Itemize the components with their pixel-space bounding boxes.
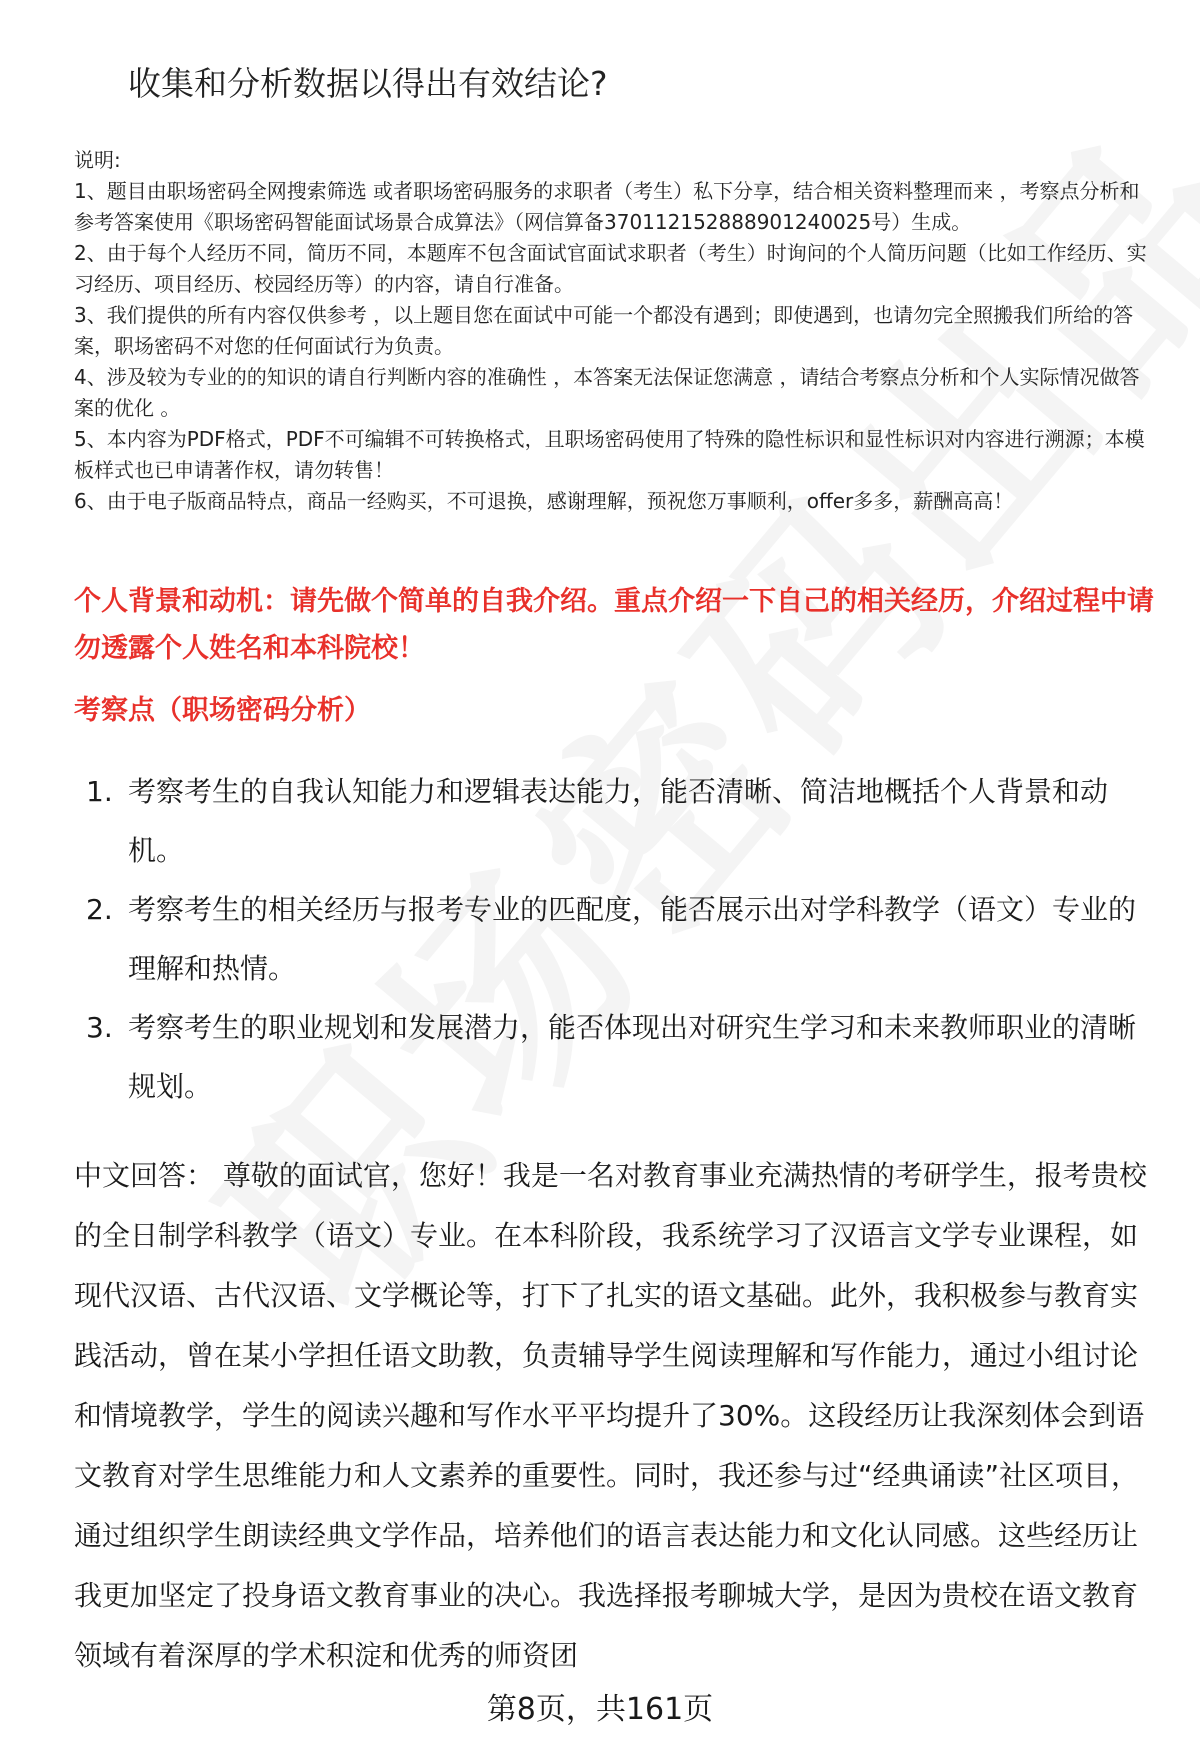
note-item-3: 3、我们提供的所有内容仅供参考 ，以上题目您在面试中可能一个都没有遇到；即使遇到，也请勿完全照搬我们所给的答案，职场密码不对您的任何面试行为负责。 <box>74 303 1134 358</box>
answer-text: 尊敬的面试官，您好！我是一名对教育事业充满热情的考研学生，报考贵校的全日制学科教学（语文）专业。在本科阶段，我系统学习了汉语言文学专业课程，如现代汉语、古代汉语、文学概论等，打下了扎实的语文基础。此外，我积极参与教育实践活动，曾在某小学担任语文助教，负责辅导学生阅读理解和写作能力，通过小组讨论和情境教学，学生的阅读兴趣和写作水平平均提升了30%。这段经历让我深刻体会到语文教育对学生思维能力和人文素养的重要性。同时，我还参与过“经典诵读”社区项目，通过组织学生朗读经典文学作品，培养他们的语言表达能力和文化认同感。这些经历让我更加坚定了投身语文教育事业的决心。我选择报考聊城大学，是因为贵校在语文教育领域有着深厚的学术积淀和优秀的师资团 <box>74 1159 1147 1672</box>
point-number: 3. <box>86 1011 113 1044</box>
page-title: 收集和分析数据以得出有效结论? <box>128 64 608 103</box>
notes-section <box>74 145 1154 517</box>
note-item-5: 5、本内容为PDF格式，PDF不可编辑不可转换格式，且职场密码使用了特殊的隐性标识和显性标识对内容进行溯源；本模板样式也已申请著作权，请勿转售！ <box>74 427 1145 482</box>
analysis-heading: 考察点（职场密码分析） <box>74 695 371 726</box>
page-footer: 第8页，共161页 <box>486 1692 714 1727</box>
note-item-2: 2、由于每个人经历不同，简历不同，本题库不包含面试官面试求职者（考生）时询问的个人简历问题（比如工作经历、实习经历、项目经历、校园经历等）的内容，请自行准备。 <box>74 241 1147 296</box>
question-text: 个人背景和动机：请先做个简单的自我介绍。重点介绍一下自己的相关经历，介绍过程中请勿透露个人姓名和本科院校！ <box>74 586 1154 664</box>
note-item-6: 6、由于电子版商品特点，商品一经购买，不可退换，感谢理解，预祝您万事顺利，offer多多，薪酬高高！ <box>74 489 1014 513</box>
point-text: 考察考生的自我认知能力和逻辑表达能力，能否清晰、简洁地概括个人背景和动机。 <box>128 775 1109 867</box>
analysis-points <box>74 762 1154 1116</box>
note-item-1: 1、题目由职场密码全网搜索筛选 或者职场密码服务的求职者（考生）私下分享，结合相关资料整理而来 ，考察点分析和参考答案使用《职场密码智能面试场景合成算法》（网信算备370112152888901240025号）生成。 <box>74 179 1140 234</box>
analysis-point <box>74 880 1154 998</box>
answer-paragraph <box>74 1146 1156 1686</box>
note-item-4: 4、涉及较为专业的的知识的请自行判断内容的准确性 ，本答案无法保证您满意 ，请结合考察点分析和个人实际情况做答案的优化 。 <box>74 365 1140 420</box>
analysis-point <box>74 762 1154 880</box>
point-number: 1. <box>86 775 113 808</box>
point-text: 考察考生的相关经历与报考专业的匹配度，能否展示出对学科教学（语文）专业的理解和热情。 <box>128 893 1137 985</box>
notes-heading: 说明: <box>74 148 121 172</box>
point-number: 2. <box>86 893 113 926</box>
point-text: 考察考生的职业规划和发展潜力，能否体现出对研究生学习和未来教师职业的清晰规划。 <box>128 1011 1137 1103</box>
answer-label: 中文回答： <box>74 1159 215 1192</box>
analysis-point <box>74 998 1154 1116</box>
